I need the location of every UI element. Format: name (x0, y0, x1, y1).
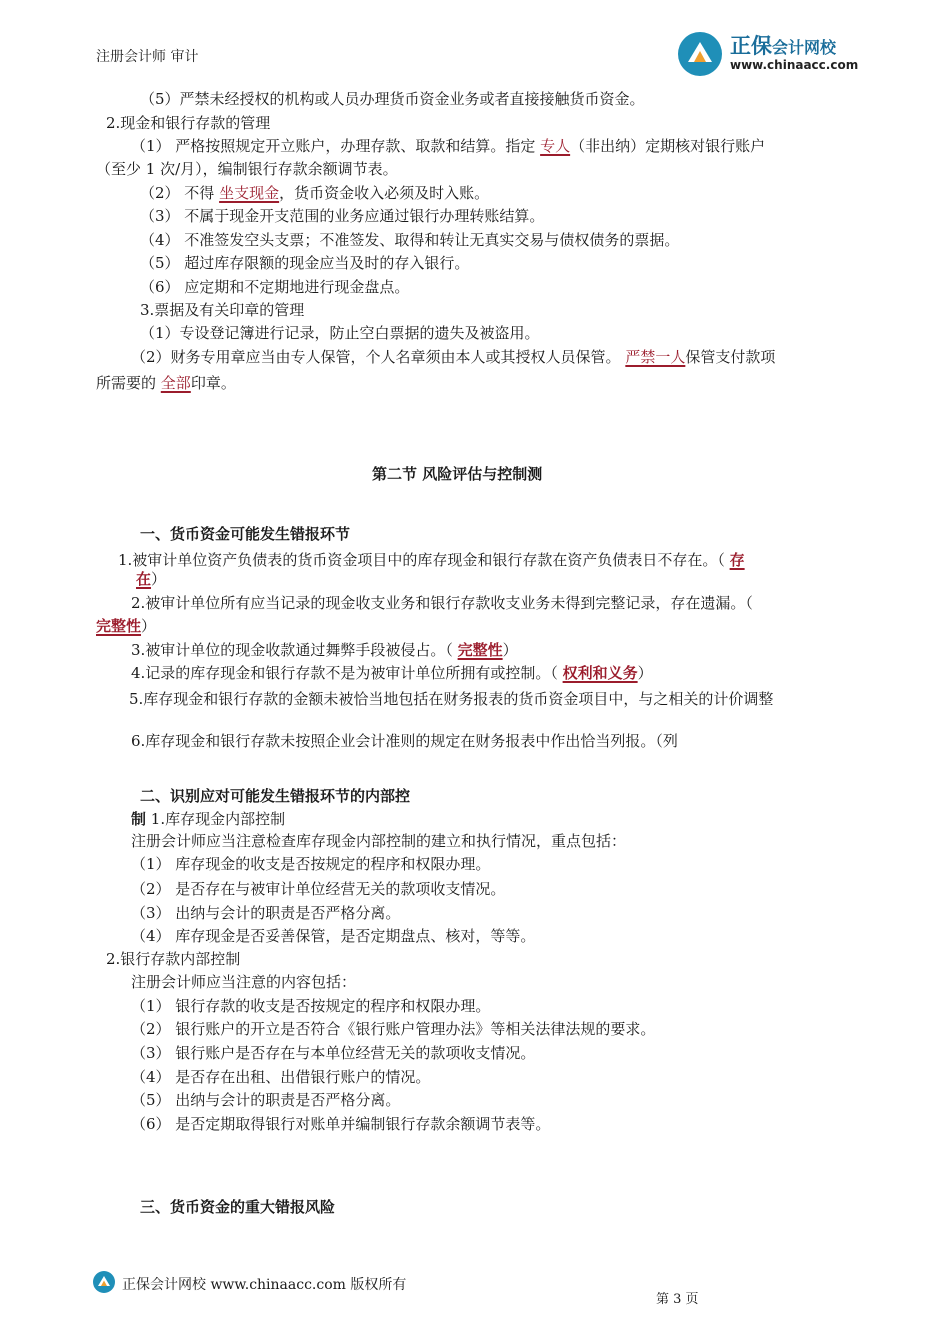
key-term: 在 (136, 570, 152, 588)
key-term: 存 (729, 551, 745, 569)
para-line: 注册会计师应当注意的内容包括： (131, 973, 357, 991)
list-item: 3.被审计单位的现金收款通过舞弊手段被侵占。（ 完整性） (131, 641, 518, 659)
key-term: 严禁一人 (625, 348, 686, 366)
para-line: （至少 1 次/月），编制银行存款余额调节表。 (96, 160, 398, 178)
para-line: （2） 不得 坐支现金，货币资金收入必须及时入账。 (140, 184, 490, 202)
para-line: （6） 应定期和不定期地进行现金盘点。 (140, 278, 410, 296)
para-line: （5）严禁未经授权的机构或人员办理货币资金业务或者直接接触货币资金。 (140, 90, 645, 108)
list-item-cont: 完整性） (96, 617, 157, 635)
para-line: （1）专设登记簿进行记录，防止空白票据的遗失及被盗用。 (140, 324, 540, 342)
logo-icon (676, 30, 724, 78)
page-number: 第 3 页 (656, 1292, 699, 1307)
logo-url: www.chinaacc.com (730, 58, 859, 72)
para-line: 所需要的 全部印章。 (96, 374, 236, 392)
para-line: （3） 不属于现金开支范围的业务应通过银行办理转账结算。 (140, 207, 545, 225)
list-item-cont: 在） (136, 570, 167, 588)
list-item: 4.记录的库存现金和银行存款不是为被审计单位所拥有或控制。（ 权利和义务） (131, 664, 653, 682)
para-line: （1） 严格按照规定开立账户，办理存款、取款和结算。指定 专人（非出纳）定期核对银行账户 (131, 137, 766, 155)
key-term: 权利和义务 (562, 664, 638, 682)
section-heading: 一、货币资金可能发生错报环节 (140, 525, 351, 543)
list-item: （3） 银行账户是否存在与本单位经营无关的款项收支情况。 (131, 1044, 536, 1062)
key-term: 专人 (540, 137, 571, 155)
section-title: 第二节 风险评估与控制测 (372, 465, 543, 483)
list-item: （5） 出纳与会计的职责是否严格分离。 (131, 1091, 401, 1109)
footer-logo-icon (92, 1270, 116, 1294)
subheading: 3.票据及有关印章的管理 (140, 301, 305, 319)
list-item: （1） 库存现金的收支是否按规定的程序和权限办理。 (131, 855, 491, 873)
key-term: 完整性 (96, 617, 142, 635)
section-heading-clipped: 三、货币资金的重大错报风险 (140, 1198, 336, 1216)
para-line: （2）财务专用章应当由专人保管，个人名章须由本人或其授权人员保管。 严禁一人保管支付款项 (131, 348, 776, 366)
clipped-header-text: 注册会计师 审计 (96, 49, 199, 65)
list-item: （4） 是否存在出租、出借银行账户的情况。 (131, 1068, 431, 1086)
list-item: （4） 库存现金是否妥善保管，是否定期盘点、核对，等等。 (131, 927, 536, 945)
list-item: （6） 是否定期取得银行对账单并编制银行存款余额调节表等。 (131, 1115, 551, 1133)
subheading: 2.银行存款内部控制 (106, 950, 241, 968)
list-item: 1.被审计单位资产负债表的货币资金项目中的库存现金和银行存款在资产负债表日不存在。（ 存 (118, 551, 745, 569)
key-term: 完整性 (457, 641, 503, 659)
logo-brand: 正保会计网校 (730, 34, 837, 58)
para-line: （5） 超过库存限额的现金应当及时的存入银行。 (140, 254, 470, 272)
list-item: 5.库存现金和银行存款的金额未被恰当地包括在财务报表的货币资金项目中，与之相关的计价调整 (129, 690, 774, 708)
list-item: （1） 银行存款的收支是否按规定的程序和权限办理。 (131, 997, 491, 1015)
subheading: 2.现金和银行存款的管理 (106, 114, 271, 132)
company-logo (676, 24, 876, 84)
list-item: 2.被审计单位所有应当记录的现金收支业务和银行存款收支业务未得到完整记录，存在遗漏。（ (131, 594, 753, 612)
list-item: （3） 出纳与会计的职责是否严格分离。 (131, 904, 401, 922)
subheading: 制 1.库存现金内部控制 (131, 810, 286, 828)
para-line: （4） 不准签发空头支票；不准签发、取得和转让无真实交易与债权债务的票据。 (140, 231, 680, 249)
list-item: （2） 银行账户的开立是否符合《银行账户管理办法》等相关法律法规的要求。 (131, 1020, 656, 1038)
para-line: 注册会计师应当注意检查库存现金内部控制的建立和执行情况，重点包括： (131, 832, 627, 850)
key-term: 坐支现金 (219, 184, 280, 202)
list-item-clipped: 6.库存现金和银行存款未按照企业会计准则的规定在财务报表中作出恰当列报。（列 (131, 732, 678, 750)
footer-text: 正保会计网校 www.chinaacc.com 版权所有 (122, 1277, 407, 1293)
list-item: （2） 是否存在与被审计单位经营无关的款项收支情况。 (131, 880, 506, 898)
section-heading: 二、识别应对可能发生错报环节的内部控 (140, 787, 411, 805)
key-term: 全部 (160, 374, 191, 392)
